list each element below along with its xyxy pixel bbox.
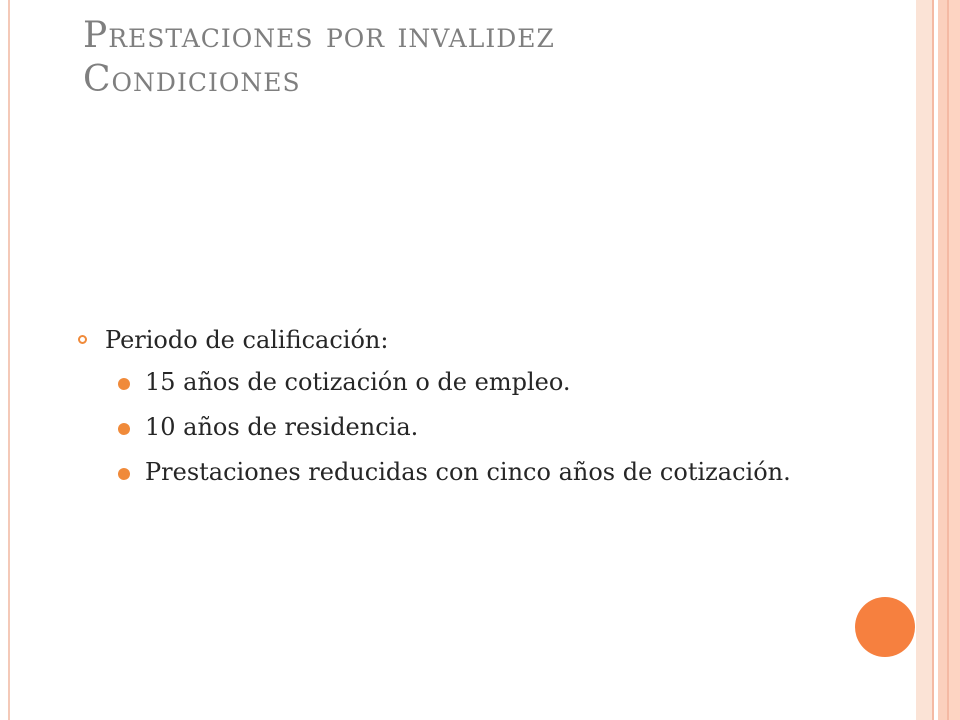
decorative-circle [855,597,915,657]
right-decorative-stripes [916,0,960,720]
sub-bullet-text: 10 años de residencia. [145,413,419,441]
stripe [949,0,960,720]
sub-bullet-text: 15 años de cotización o de empleo. [145,368,571,396]
dot-bullet-icon [118,468,130,480]
stripe [916,0,932,720]
ring-bullet-icon [78,335,87,344]
bullet-item [78,322,798,358]
sub-bullet-item [78,366,798,399]
slide-body [78,322,798,501]
title-line-1: Prestaciones por invalidez [83,15,555,56]
slide-title [83,14,883,102]
dot-bullet-icon [118,378,130,390]
title-line-2: Condiciones [83,59,301,100]
sub-bullet-text: Prestaciones reducidas con cinco años de cotización. [145,458,791,486]
left-border-line [8,0,10,720]
sub-bullet-item [78,456,798,489]
sub-bullet-item [78,411,798,444]
stripe [938,0,947,720]
dot-bullet-icon [118,423,130,435]
bullet-text: Periodo de calificación: [105,326,389,354]
